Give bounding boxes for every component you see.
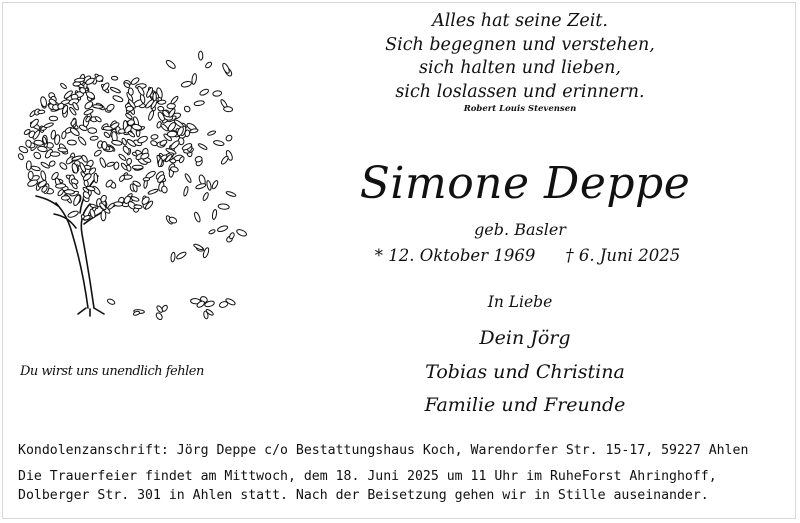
- signer: Dein Jörg: [479, 327, 571, 349]
- quote-line: Alles hat seine Zeit.: [432, 11, 608, 31]
- ceremony-info-line: Dolberger Str. 301 in Ahlen statt. Nach der Beisetzung gehen wir in Stille auseinander.: [18, 488, 709, 503]
- footer-info: [18, 441, 788, 506]
- birth-date: * 12. Oktober 1969: [374, 246, 536, 265]
- quote-block: [370, 10, 670, 115]
- death-date: † 6. Juni 2025: [565, 246, 681, 265]
- quote-line: sich loslassen und erinnern.: [395, 81, 645, 102]
- deceased-name: Simone Deppe: [359, 158, 691, 209]
- windblown-tree-icon: [10, 28, 250, 343]
- maiden-name: geb. Basler: [474, 220, 566, 239]
- condolence-address: Kondolenzanschrift: Jörg Deppe c/o Bestattungshaus Koch, Warendorfer Str. 15-17, 59227 Ahlen: [18, 443, 749, 458]
- in-love-label: In Liebe: [487, 293, 553, 311]
- life-dates: [340, 243, 715, 269]
- quote-author: Robert Louis Stevensen: [463, 104, 577, 114]
- signer: Familie und Freunde: [424, 394, 626, 416]
- quote-line: sich halten und lieben,: [419, 58, 621, 78]
- caption-text: Du wirst uns unendlich fehlen: [20, 364, 204, 379]
- quote-line: Sich begegnen und verstehen,: [385, 34, 655, 55]
- signer: Tobias und Christina: [425, 360, 625, 383]
- signers-list: [370, 322, 680, 423]
- ceremony-info-line: Die Trauerfeier findet am Mittwoch, dem 18. Juni 2025 um 11 Uhr im RuheForst Ahringhoff,: [18, 468, 717, 484]
